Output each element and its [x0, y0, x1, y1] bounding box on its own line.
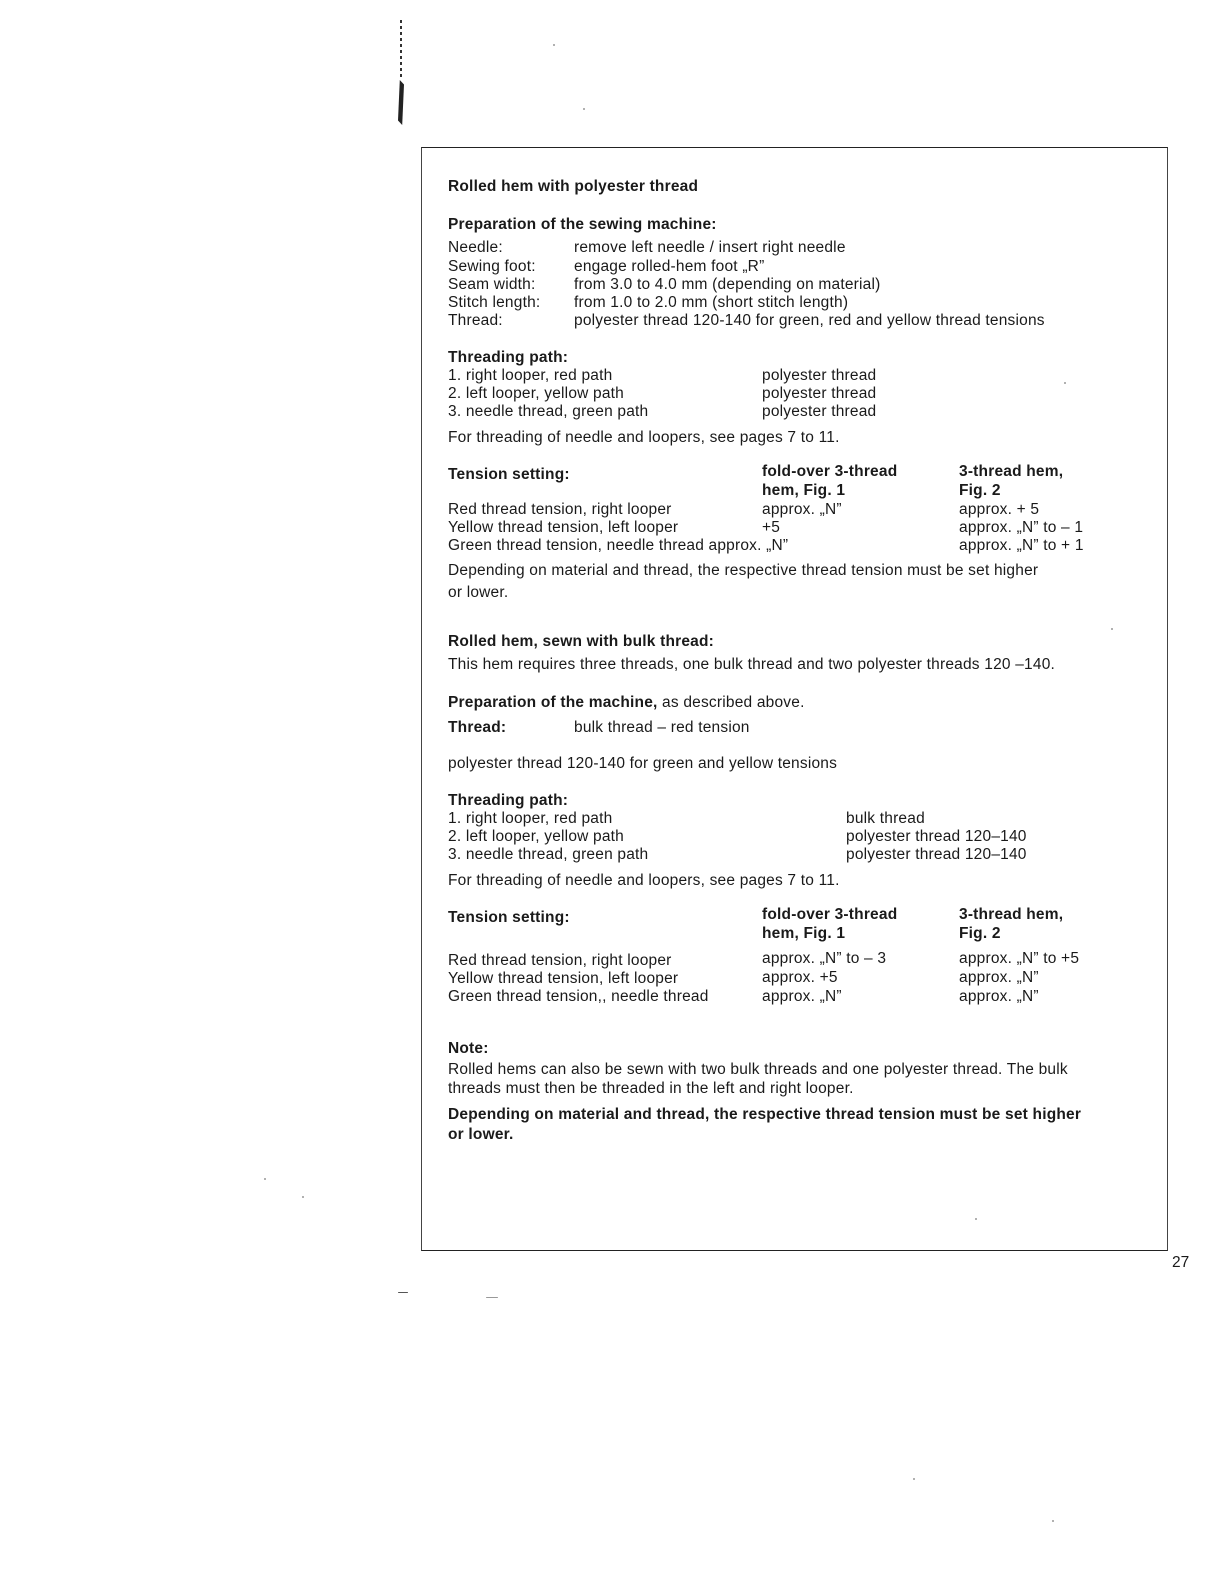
tension-col2-head: Fig. 2	[959, 925, 1001, 942]
scan-speck	[398, 1292, 408, 1293]
tension-label: Yellow thread tension, left looper	[448, 970, 679, 987]
section1-title: Rolled hem with polyester thread	[448, 178, 699, 195]
setting-value: remove left needle / insert right needle	[574, 239, 846, 256]
tension-c1: approx. „N” to – 3	[762, 950, 887, 967]
threading-note: For threading of needle and loopers, see pages 7 to 11.	[448, 872, 840, 889]
tension-c2: approx. „N” to – 1	[959, 519, 1084, 536]
setting-label: Stitch length:	[448, 294, 541, 311]
section2-threading-heading: Threading path:	[448, 792, 569, 809]
threading-thread: polyester thread	[762, 403, 877, 420]
scan-speck	[1052, 1520, 1054, 1522]
threading-thread: polyester thread	[762, 385, 877, 402]
setting-value: from 1.0 to 2.0 mm (short stitch length)	[574, 294, 849, 311]
tension-col1-head: fold-over 3-thread	[762, 463, 898, 480]
section2-poly-line: polyester thread 120-140 for green and yellow tensions	[448, 755, 838, 772]
tension-col1-head: hem, Fig. 1	[762, 482, 846, 499]
note-heading: Note:	[448, 1040, 489, 1057]
threading-path: 1. right looper, red path	[448, 810, 613, 827]
tension-heading: Tension setting:	[448, 466, 570, 483]
tension-label: Yellow thread tension, left looper	[448, 519, 679, 536]
threading-thread: polyester thread	[762, 367, 877, 384]
threading-path: 3. needle thread, green path	[448, 846, 649, 863]
section1-threading-heading: Threading path:	[448, 349, 569, 366]
section2-title: Rolled hem, sewn with bulk thread:	[448, 633, 715, 650]
section2-thread-label: Thread:	[448, 719, 507, 736]
setting-value: engage rolled-hem foot „R”	[574, 258, 765, 275]
scan-speck	[913, 1478, 915, 1480]
tension-c1: +5	[762, 519, 781, 536]
threading-thread: bulk thread	[846, 810, 925, 827]
tension-label: Red thread tension, right looper	[448, 952, 672, 969]
setting-value: polyester thread 120-140 for green, red and yellow thread tensions	[574, 312, 1045, 329]
setting-label: Thread:	[448, 312, 503, 329]
section2-prep-rest: as described above.	[662, 694, 805, 711]
scan-speck	[264, 1178, 266, 1180]
page-number: 27	[1172, 1254, 1190, 1271]
scan-speck	[486, 1297, 498, 1298]
tension-c1: approx. „N”	[762, 988, 842, 1005]
tension-label: Red thread tension, right looper	[448, 501, 672, 518]
scan-speck	[583, 108, 585, 110]
tension-label: Green thread tension, needle thread approx. „N”	[448, 537, 789, 554]
tension-label: Green thread tension,, needle thread	[448, 988, 709, 1005]
depend-text: Depending on material and thread, the respective thread tension must be set higher	[448, 562, 1039, 579]
threading-path: 3. needle thread, green path	[448, 403, 649, 420]
tension-c2: approx. „N”	[959, 988, 1039, 1005]
tension-col2-head: Fig. 2	[959, 482, 1001, 499]
setting-value: from 3.0 to 4.0 mm (depending on material)	[574, 276, 881, 293]
threading-thread: polyester thread 120–140	[846, 828, 1027, 845]
threading-note: For threading of needle and loopers, see pages 7 to 11.	[448, 429, 840, 446]
threading-path: 2. left looper, yellow path	[448, 828, 625, 845]
depend-text: or lower.	[448, 584, 509, 601]
scan-artifact	[398, 20, 406, 124]
threading-path: 2. left looper, yellow path	[448, 385, 625, 402]
tension-c2: approx. „N” to + 1	[959, 537, 1084, 554]
setting-label: Needle:	[448, 239, 503, 256]
note-text: Rolled hems can also be sewn with two bulk threads and one polyester thread. The bulk	[448, 1061, 1068, 1078]
tension-col2-head: 3-thread hem,	[959, 463, 1064, 480]
setting-label: Sewing foot:	[448, 258, 536, 275]
threading-thread: polyester thread 120–140	[846, 846, 1027, 863]
section2-prep-bold: Preparation of the machine,	[448, 694, 658, 711]
section2-intro: This hem requires three threads, one bulk thread and two polyester threads 120 –140.	[448, 656, 1056, 673]
tension-c1: approx. +5	[762, 969, 838, 986]
note-bold-text: or lower.	[448, 1126, 514, 1143]
scan-speck	[302, 1196, 304, 1198]
tension-col1-head: fold-over 3-thread	[762, 906, 898, 923]
section2-prep	[448, 694, 805, 712]
tension-col1-head: hem, Fig. 1	[762, 925, 846, 942]
threading-path: 1. right looper, red path	[448, 367, 613, 384]
section2-thread-value: bulk thread – red tension	[574, 719, 750, 736]
tension-heading: Tension setting:	[448, 909, 570, 926]
tension-col2-head: 3-thread hem,	[959, 906, 1064, 923]
scan-speck	[553, 44, 555, 46]
tension-c2: approx. „N” to +5	[959, 950, 1080, 967]
section1-prep-heading: Preparation of the sewing machine:	[448, 216, 717, 233]
setting-label: Seam width:	[448, 276, 536, 293]
tension-c2: approx. + 5	[959, 501, 1040, 518]
note-text: threads must then be threaded in the left and right looper.	[448, 1080, 854, 1097]
tension-c1: approx. „N”	[762, 501, 842, 518]
tension-c2: approx. „N”	[959, 969, 1039, 986]
note-bold-text: Depending on material and thread, the respective thread tension must be set higher	[448, 1106, 1082, 1123]
